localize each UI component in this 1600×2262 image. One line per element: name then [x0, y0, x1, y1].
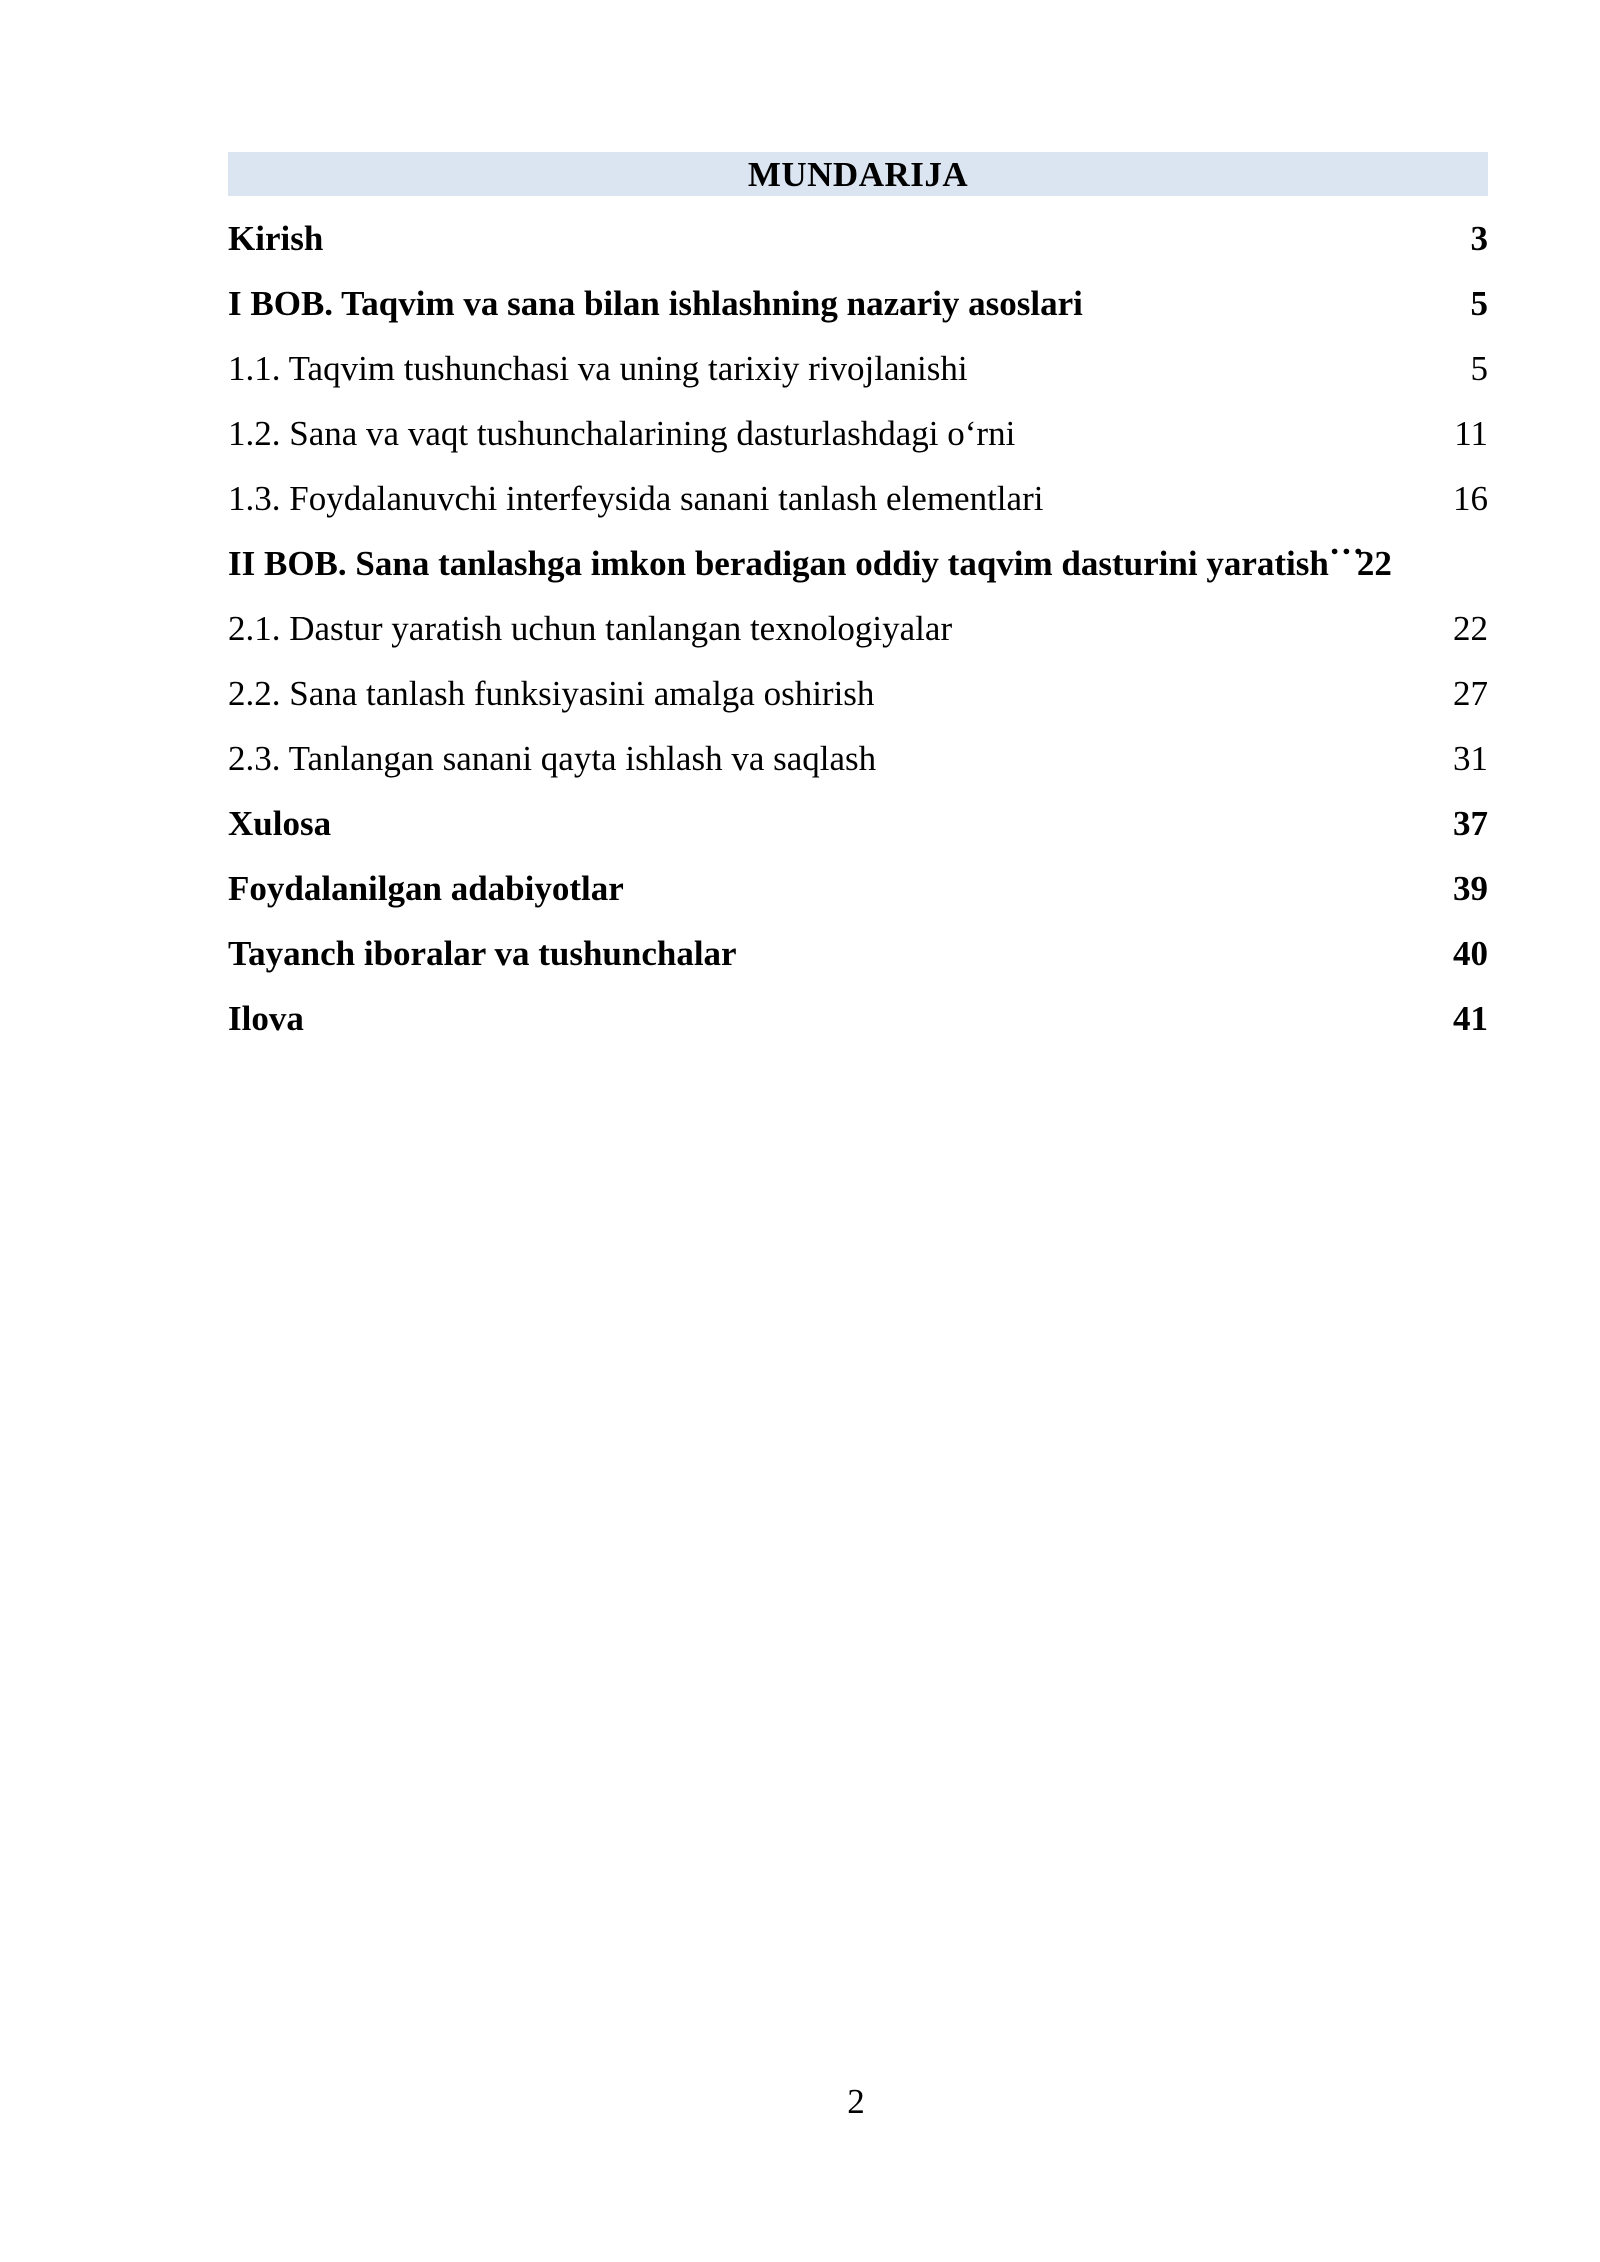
toc-entry-page: 11: [1454, 414, 1488, 453]
toc-entry[interactable]: [228, 401, 1488, 466]
toc-entry-page: 27: [1453, 674, 1488, 713]
toc-entry[interactable]: [228, 596, 1488, 661]
toc-entry[interactable]: [228, 986, 1488, 1051]
toc-entry-label: II BOB. Sana tanlashga imkon beradigan oddiy taqvim dasturini yaratish: [228, 544, 1329, 583]
toc-entry-label: Ilova: [228, 999, 304, 1038]
toc-entry-label: Kirish: [228, 219, 324, 258]
toc-entry-label: 1.3. Foydalanuvchi interfeysida sanani tanlash elementlari: [228, 479, 1044, 518]
toc-entry-page: 5: [1470, 284, 1488, 323]
toc-entry-label: Xulosa: [228, 804, 332, 843]
toc-entry[interactable]: [228, 336, 1488, 401]
toc-entry-page: 31: [1453, 739, 1488, 778]
toc-entry-page: 22: [1356, 544, 1392, 583]
toc-list: [228, 206, 1488, 1051]
toc-entry-label: I BOB. Taqvim va sana bilan ishlashning nazariy asoslari: [228, 284, 1083, 323]
toc-entry-page: 3: [1470, 219, 1488, 258]
toc-entry[interactable]: [228, 856, 1488, 921]
toc-entry[interactable]: [228, 531, 1488, 596]
toc-entry-page: 37: [1453, 804, 1488, 843]
toc-entry-label: 2.3. Tanlangan sanani qayta ishlash va saqlash: [228, 739, 877, 778]
toc-entry-page: 16: [1453, 479, 1488, 518]
toc-entry-label: 1.2. Sana va vaqt tushunchalarining dasturlashdagi o‘rni: [228, 414, 1016, 453]
toc-entry-page: 40: [1453, 934, 1488, 973]
toc-entry-page: 41: [1453, 999, 1488, 1038]
page-number: 2: [847, 2082, 865, 2121]
toc-entry-label: 2.1. Dastur yaratish uchun tanlangan texnologiyalar: [228, 609, 953, 648]
toc-entry-page: 5: [1470, 349, 1488, 388]
toc-entry-label: Tayanch iboralar va tushunchalar: [228, 934, 737, 973]
toc-entry-page: 39: [1453, 869, 1488, 908]
toc-entry[interactable]: [228, 206, 1488, 271]
toc-entry-page: 22: [1453, 609, 1488, 648]
toc-entry-label: 2.2. Sana tanlash funksiyasini amalga oshirish: [228, 674, 875, 713]
toc-entry-label: Foydalanilgan adabiyotlar: [228, 869, 624, 908]
toc-entry[interactable]: [228, 271, 1488, 336]
toc-entry[interactable]: [228, 791, 1488, 856]
toc-heading: MUNDARIJA: [228, 152, 1488, 196]
toc-entry[interactable]: [228, 726, 1488, 791]
toc-entry[interactable]: [228, 466, 1488, 531]
toc-entry[interactable]: [228, 921, 1488, 986]
toc-entry-label: 1.1. Taqvim tushunchasi va uning tarixiy rivojlanishi: [228, 349, 968, 388]
toc-entry[interactable]: [228, 661, 1488, 726]
table-of-contents: [228, 152, 1488, 1051]
